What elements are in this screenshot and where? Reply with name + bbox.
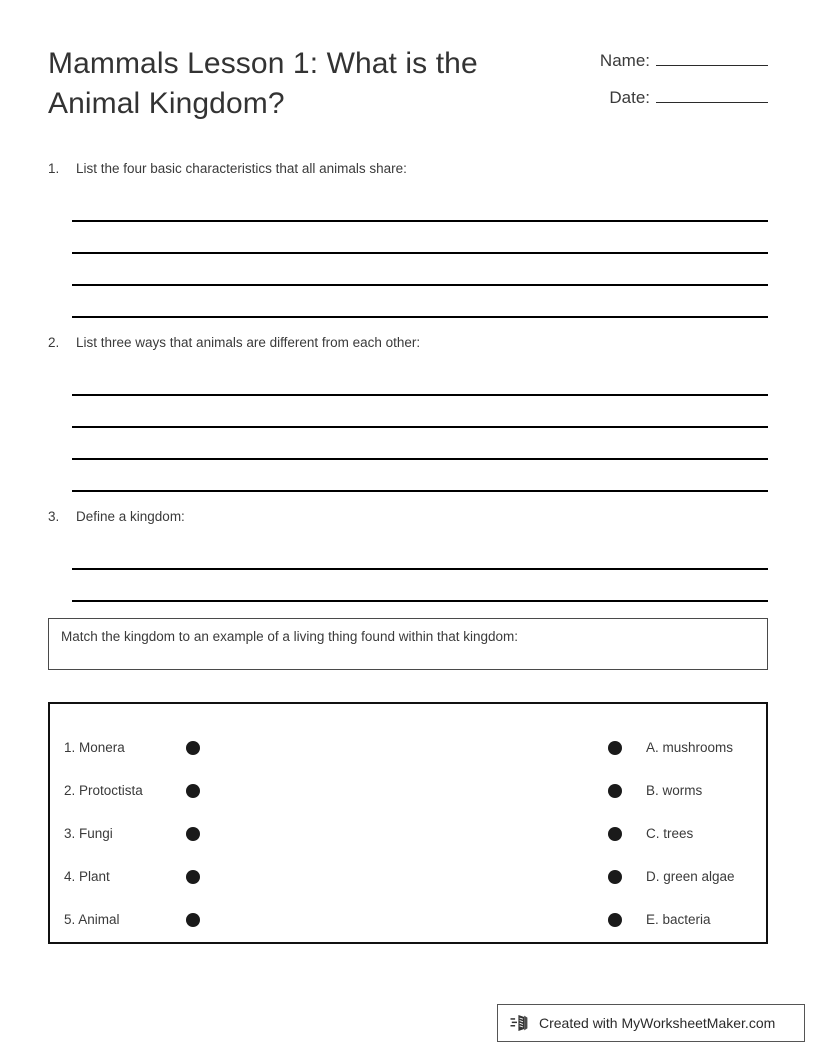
matching-dot-left[interactable]: [186, 741, 200, 755]
worksheet-header: [48, 44, 768, 124]
matching-left-label: 3. Fungi: [64, 826, 113, 841]
matching-left-column: [64, 726, 200, 941]
matching-right-label: C. trees: [646, 826, 694, 841]
matching-dot-right[interactable]: [608, 870, 622, 884]
matching-instruction-box: [48, 618, 768, 670]
matching-left-label: 4. Plant: [64, 869, 110, 884]
matching-right-label: A. mushrooms: [646, 740, 734, 755]
matching-right-item-b[interactable]: [608, 769, 735, 812]
matching-dot-left[interactable]: [186, 913, 200, 927]
name-label: Name:: [599, 51, 650, 70]
question-2-heading: [48, 334, 768, 352]
date-field-row: [578, 87, 768, 108]
question-3: [48, 508, 768, 602]
answer-line[interactable]: [72, 254, 768, 286]
question-2-answer-area: [48, 364, 768, 492]
matching-dot-left[interactable]: [186, 827, 200, 841]
matching-dot-left[interactable]: [186, 870, 200, 884]
question-3-text: Define a kingdom:: [76, 509, 185, 524]
page-title: Mammals Lesson 1: What is the Animal Kingdom?: [48, 47, 478, 120]
question-3-number: 3.: [48, 509, 60, 524]
question-1-heading: [48, 160, 768, 178]
name-date-block: [578, 50, 768, 124]
matching-exercise-box: [48, 702, 768, 944]
worksheet-maker-logo-icon: [510, 1012, 532, 1034]
question-1-text: List the four basic characteristics that all animals share:: [76, 161, 407, 176]
matching-instruction-text: Match the kingdom to an example of a living thing found within that kingdom:: [61, 629, 519, 644]
matching-dot-right[interactable]: [608, 913, 622, 927]
question-2-text: List three ways that animals are different from each other:: [76, 335, 421, 350]
matching-right-label: B. worms: [646, 783, 703, 798]
answer-line[interactable]: [72, 570, 768, 602]
matching-left-item-5[interactable]: [64, 898, 200, 941]
matching-left-label: 5. Animal: [64, 912, 120, 927]
question-2-number: 2.: [48, 335, 60, 350]
matching-left-label: 2. Protoctista: [64, 783, 143, 798]
matching-dot-right[interactable]: [608, 827, 622, 841]
name-input[interactable]: [656, 50, 768, 66]
answer-line[interactable]: [72, 428, 768, 460]
date-input[interactable]: [656, 87, 768, 103]
answer-line[interactable]: [72, 190, 768, 222]
answer-line[interactable]: [72, 364, 768, 396]
matching-right-item-c[interactable]: [608, 812, 735, 855]
answer-line[interactable]: [72, 538, 768, 570]
worksheet-maker-badge[interactable]: [497, 1004, 805, 1042]
matching-left-item-2[interactable]: [64, 769, 200, 812]
matching-dot-right[interactable]: [608, 741, 622, 755]
question-2: [48, 334, 768, 492]
matching-left-item-1[interactable]: [64, 726, 200, 769]
answer-line[interactable]: [72, 222, 768, 254]
answer-line[interactable]: [72, 396, 768, 428]
question-1: [48, 160, 768, 318]
matching-right-label: E. bacteria: [646, 912, 711, 927]
matching-right-label: D. green algae: [646, 869, 735, 884]
worksheet-maker-badge-text: Created with MyWorksheetMaker.com: [539, 1015, 776, 1031]
matching-dot-right[interactable]: [608, 784, 622, 798]
matching-left-label: 1. Monera: [64, 740, 125, 755]
answer-line[interactable]: [72, 460, 768, 492]
matching-right-item-e[interactable]: [608, 898, 735, 941]
matching-right-column: [608, 726, 735, 941]
matching-dot-left[interactable]: [186, 784, 200, 798]
matching-right-item-d[interactable]: [608, 855, 735, 898]
question-1-number: 1.: [48, 161, 60, 176]
question-3-answer-area: [48, 538, 768, 602]
name-field-row: [578, 50, 768, 71]
matching-left-item-4[interactable]: [64, 855, 200, 898]
matching-right-item-a[interactable]: [608, 726, 735, 769]
matching-left-item-3[interactable]: [64, 812, 200, 855]
question-3-heading: [48, 508, 768, 526]
date-label: Date:: [609, 88, 650, 107]
answer-line[interactable]: [72, 286, 768, 318]
question-1-answer-area: [48, 190, 768, 318]
